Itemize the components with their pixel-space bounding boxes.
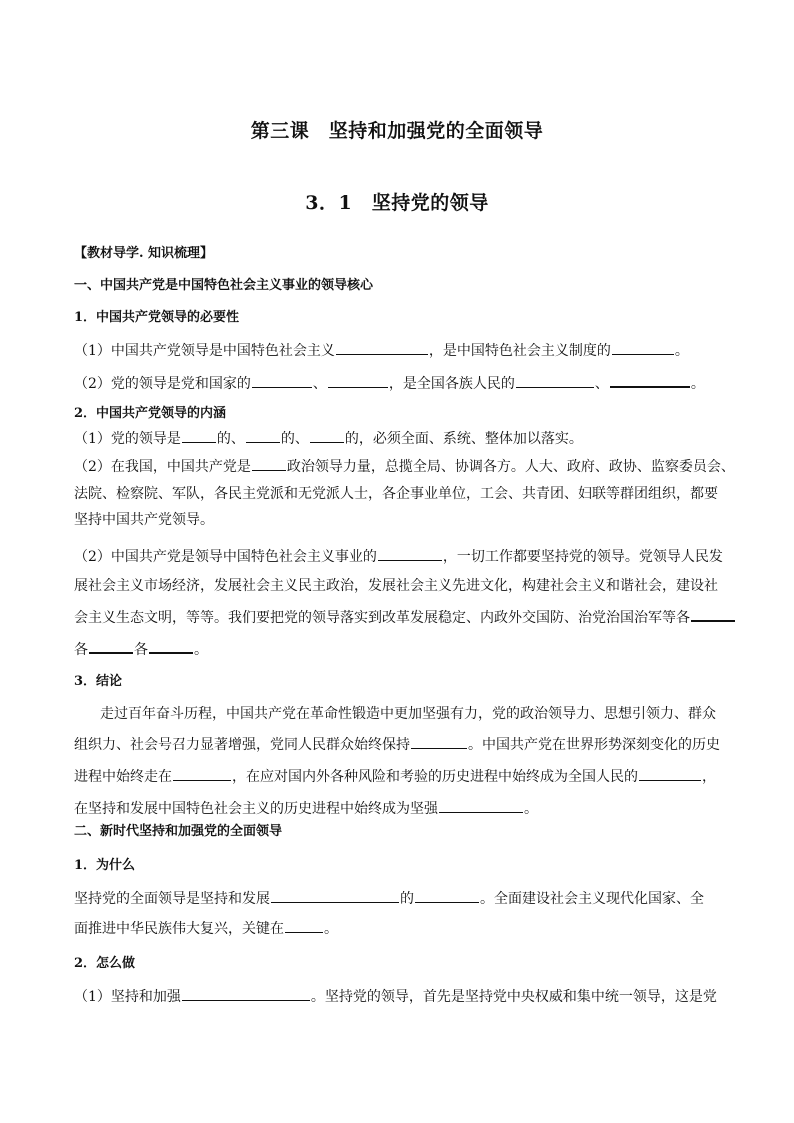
paragraph-5-line-3 (74, 606, 724, 628)
fill-blank[interactable] (182, 428, 216, 443)
text: （2）在我国，中国共产党是 (74, 459, 251, 475)
paragraph-4-line-2: 法院、检察院、军队，各民主党派和无党派人士，各企事业单位，工会、共青团、妇联等群团组织，都要 (74, 486, 718, 502)
text: （2）党的领导是党和国家的 (74, 376, 251, 392)
text: 政治领导力量，总揽全局、协调各方。人大、政府、政协、监察委员会、 (286, 459, 735, 475)
paragraph-3 (74, 428, 724, 449)
paragraph-8 (74, 986, 724, 1007)
heading-2-1: 1．为什么 (74, 858, 136, 873)
text: 各 (74, 642, 88, 658)
fill-blank[interactable] (328, 373, 388, 388)
paragraph-5-line-2: 展社会主义市场经济，发展社会主义民主政治，发展社会主义先进文化，构建社会主义和谐社会，建设社 (74, 578, 718, 594)
text: （1）中国共产党领导是中国特色社会主义 (74, 343, 335, 359)
fill-blank[interactable] (149, 638, 193, 654)
heading-1-3: 3．结论 (74, 674, 123, 689)
text: 在坚持和发展中国特色社会主义的历史进程中始终成为坚强 (74, 801, 438, 817)
fill-blank[interactable] (612, 340, 674, 355)
text: 的、 (216, 431, 245, 447)
heading-1: 一、中国共产党是中国特色社会主义事业的领导核心 (74, 278, 374, 293)
text: 、 (594, 376, 609, 392)
fill-blank[interactable] (415, 888, 479, 903)
text: 。 (324, 921, 338, 937)
section-tag: 【教材导学. 知识梳理】 (74, 246, 214, 261)
fill-blank[interactable] (252, 373, 312, 388)
text: 各 (134, 642, 148, 658)
text: 的、 (280, 431, 309, 447)
text: 组织力、社会号召力显著增强，党同人民群众始终保持 (74, 737, 410, 753)
paragraph-4-line-1 (74, 456, 735, 477)
fill-blank[interactable] (310, 428, 344, 443)
fill-blank[interactable] (173, 766, 231, 781)
text: ，在应对国内外各种风险和考验的历史进程中始终成为全国人民的 (232, 769, 638, 785)
text: （1）坚持和加强 (74, 989, 181, 1005)
fill-blank[interactable] (516, 373, 594, 388)
paragraph-6-line-1: 走过百年奋斗历程，中国共产党在革命性锻造中更加坚强有力，党的政治领导力、思想引领力、群众 (100, 706, 716, 722)
text: 。 (674, 343, 689, 359)
text: ， (702, 769, 716, 785)
text: 进程中始终走在 (74, 769, 172, 785)
text: 的，必须全面、系统、整体加以落实。 (344, 431, 583, 447)
text: （1）党的领导是 (74, 431, 181, 447)
heading-1-1: 1．中国共产党领导的必要性 (74, 310, 240, 325)
fill-blank[interactable] (411, 734, 467, 749)
text: ，一切工作都要坚持党的领导。党领导人民发 (442, 549, 723, 565)
paragraph-6-line-3 (74, 766, 724, 787)
paragraph-7-line-1 (74, 888, 724, 909)
fill-blank[interactable] (89, 638, 133, 654)
text: 的 (400, 891, 414, 907)
text: ，是中国特色社会主义制度的 (428, 343, 611, 359)
fill-blank[interactable] (182, 986, 310, 1001)
heading-1-2: 2．中国共产党领导的内涵 (74, 406, 227, 421)
text: 。中国共产党在世界形势深刻变化的历史 (468, 737, 720, 753)
fill-blank[interactable] (639, 766, 701, 781)
lesson-title: 第三课 坚持和加强党的全面领导 (250, 120, 544, 142)
text: 。 (524, 801, 538, 817)
paragraph-5-line-1 (74, 546, 724, 567)
text: 、 (312, 376, 327, 392)
fill-blank[interactable] (691, 606, 735, 622)
fill-blank[interactable] (336, 340, 428, 355)
fill-blank[interactable] (285, 918, 323, 933)
section-title: 3．1 坚持党的领导 (305, 192, 489, 214)
text: 。 (194, 642, 208, 658)
fill-blank[interactable] (378, 546, 442, 561)
text: 。全面建设社会主义现代化国家、全 (480, 891, 704, 907)
text: 。 (690, 376, 705, 392)
fill-blank[interactable] (246, 428, 280, 443)
paragraph-7-line-2 (74, 918, 724, 939)
paragraph-6-line-4 (74, 798, 724, 819)
fill-blank[interactable] (271, 888, 399, 903)
fill-blank[interactable] (439, 798, 523, 813)
fill-blank[interactable] (610, 372, 690, 388)
heading-2-2: 2．怎么做 (74, 956, 136, 971)
heading-2: 二、新时代坚持和加强党的全面领导 (74, 824, 283, 839)
text: 会主义生态文明，等等。我们要把党的领导落实到改革发展稳定、内政外交国防、治党治国治军等各 (74, 610, 690, 626)
text: 面推进中华民族伟大复兴，关键在 (74, 921, 284, 937)
text: （2）中国共产党是领导中国特色社会主义事业的 (74, 549, 377, 565)
text: ，是全国各族人民的 (388, 376, 515, 392)
fill-blank[interactable] (252, 456, 286, 471)
paragraph-4-line-3: 坚持中国共产党领导。 (74, 512, 214, 528)
text: 坚持党的全面领导是坚持和发展 (74, 891, 270, 907)
paragraph-2 (74, 372, 724, 394)
paragraph-6-line-2 (74, 734, 724, 755)
paragraph-1 (74, 340, 724, 361)
paragraph-5-line-4 (74, 638, 724, 660)
text: 。坚持党的领导，首先是坚持党中央权威和集中统一领导，这是党 (310, 989, 717, 1005)
